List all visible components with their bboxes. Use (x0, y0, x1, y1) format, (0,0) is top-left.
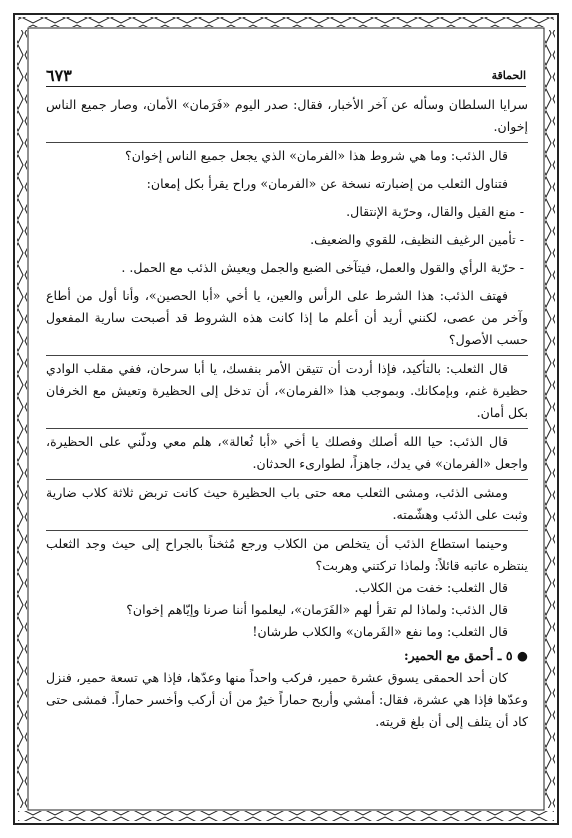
list-item: - منع القيل والقال، وحرّية الإنتقال. (346, 204, 524, 219)
section-heading: ● ٥ ـ أحمق مع الحمير: (403, 648, 528, 663)
running-title: الحماقة (491, 69, 526, 82)
paragraph: قال الذئب: ولماذا لم تقرأ لهم «الفَرَمان»، ليعلموا أننا صرنا وإيّاهم إخوان؟ (126, 602, 508, 617)
paragraph: قال الثعلب: خفت من الكلاب. (354, 580, 508, 595)
paragraph: فتناول الثعلب من إضبارته نسخة عن «الفرمان» وراح يقرأ بكل إمعان: (146, 176, 508, 191)
paragraph: قال الذئب: حيا الله أصلك وفصلك يا أخي «أبا ثُعالة»، هلم معي ودلّني على الحظيرة، واجعل «الفرمان» في يدك، جاهزاً، لطوارىء الحدثان. (46, 428, 528, 475)
paragraph: ومشى الذئب، ومشى الثعلب معه حتى باب الحظيرة حيث كانت تربض ثلاثة كلاب ضارية وثبت على الذئب وهشّمته. (46, 479, 528, 526)
list-item: - تأمين الرغيف النظيف، للقوي والضعيف. (310, 232, 524, 247)
paragraph: سرايا السلطان وسأله عن آخر الأخبار، فقال: صدر اليوم «فَرَمان» الأمان، وصار جميع الناس إخوان. (46, 97, 528, 134)
paragraph: كان أحد الحمقى يسوق عشرة حمير، فركب واحداً منها وعدّها، فإذا هي تسعة حمير، فنزل وعدّها فإذا هي عشرة، فقال: أمشي وأربح حماراً خيرٌ من أن أركب وأخسر حماراً. فمشى حتى كاد أن يتلف إلى أن بلغ قريته. (46, 670, 528, 729)
paragraph: قال الذئب: وما هي شروط هذا «الفرمان» الذي يجعل جميع الناس إخوان؟ (46, 142, 528, 167)
body-text (46, 94, 528, 733)
paragraph: فهتف الذئب: هذا الشرط على الرأس والعين، يا أخي «أبا الحصين»، وأنا أول من أطاع وآخر من عصى، لكنني أريد أن أعلم ما إذا كانت هذه الشروط قد أصبحت سارية المفعول حسب الأصول؟ (46, 288, 528, 347)
paragraph: وحينما استطاع الذئب أن يتخلص من الكلاب ورجع مُثخناً بالجراح إلى حيث وجد الثعلب ينتظره عاتبه قائلاً: ولماذا تركتني وهربت؟ (46, 530, 528, 577)
paragraph: قال الثعلب: بالتأكيد، فإذا أردت أن تتيقن الأمر بنفسك، يا أبا سرحان، ففي مقلب الوادي حظيرة غنم، وبإمكانك. وبموجب هذا «الفرمان»، أن تدخل إلى الحظيرة وتعيش مع الخرفان بكل أمان. (46, 355, 528, 424)
page-header (46, 66, 526, 87)
list-item: - حرّية الرأي والقول والعمل، فيتآخى الضبع والجمل ويعيش الذئب مع الحمل. . (121, 260, 524, 275)
paragraph: قال الثعلب: وما نفع «الفَرمان» والكلاب طرشان! (252, 624, 508, 639)
page-number: ٦٧٣ (46, 66, 72, 85)
